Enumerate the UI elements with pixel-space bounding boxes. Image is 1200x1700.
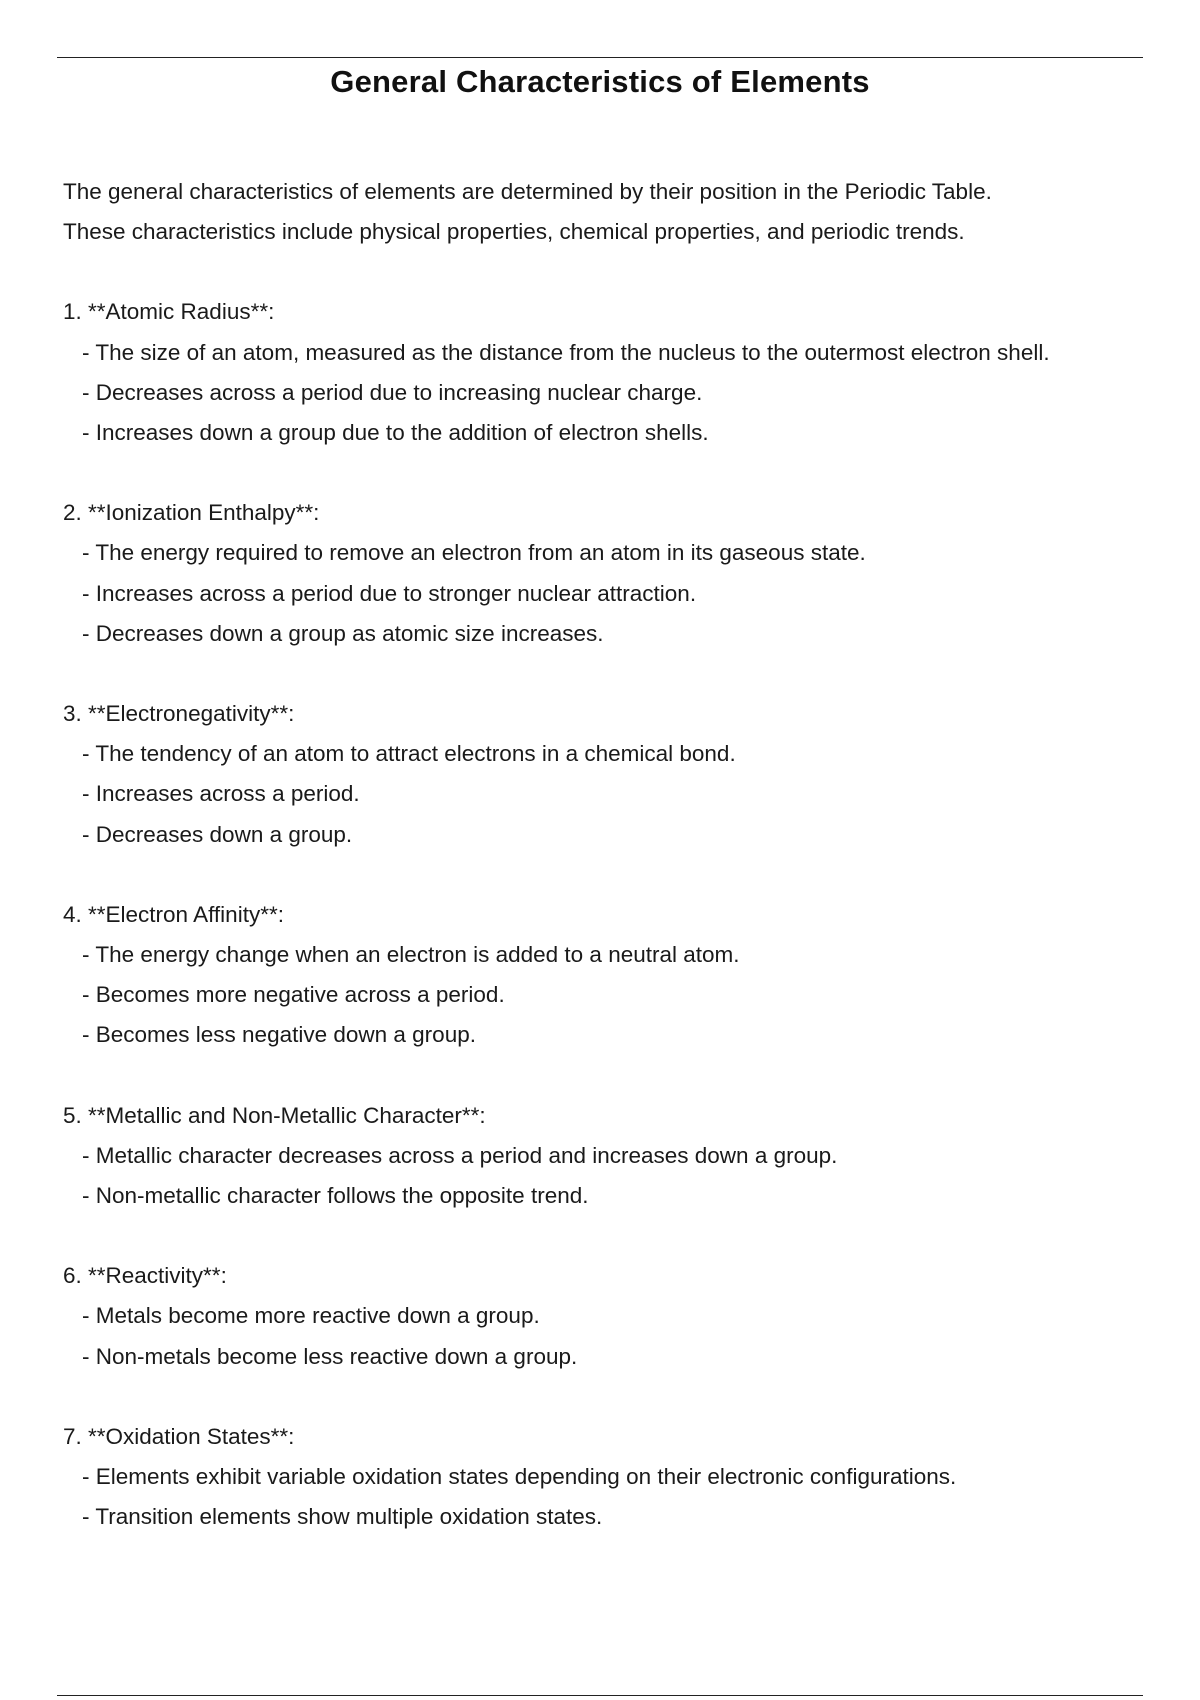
section-heading: 2. **Ionization Enthalpy**:: [63, 500, 320, 526]
bullet-item: - Increases across a period.: [82, 781, 360, 807]
section-electronegativity: [63, 694, 1153, 855]
section-heading: 3. **Electronegativity**:: [63, 701, 295, 727]
document-body: [63, 172, 1153, 1577]
bullet-item: - Metals become more reactive down a group.: [82, 1303, 540, 1329]
section-metallic-character: [63, 1096, 1153, 1217]
section-reactivity: [63, 1256, 1153, 1377]
section-oxidation-states: [63, 1417, 1153, 1538]
intro-paragraph: [63, 172, 1153, 252]
bullet-item: - Decreases down a group.: [82, 821, 353, 847]
bullet-item: - Non-metallic character follows the opposite trend.: [82, 1183, 589, 1209]
bullet-item: - Increases across a period due to stronger nuclear attraction.: [82, 580, 697, 606]
section-heading: 7. **Oxidation States**:: [63, 1423, 295, 1449]
bottom-rule: [57, 1695, 1143, 1696]
top-rule: [57, 57, 1143, 58]
section-ionization-enthalpy: [63, 493, 1153, 654]
section-atomic-radius: [63, 292, 1153, 453]
bullet-item: - Transition elements show multiple oxidation states.: [82, 1504, 603, 1530]
section-heading: 4. **Electron Affinity**:: [63, 901, 284, 927]
page-title: General Characteristics of Elements: [330, 64, 870, 99]
section-heading: 1. **Atomic Radius**:: [63, 299, 275, 325]
bullet-item: - Elements exhibit variable oxidation states depending on their electronic configurations.: [82, 1464, 957, 1490]
bullet-item: - Decreases across a period due to increasing nuclear charge.: [82, 379, 703, 405]
section-heading: 5. **Metallic and Non-Metallic Character**:: [63, 1102, 486, 1128]
bullet-item: - Increases down a group due to the addition of electron shells.: [82, 420, 709, 446]
bullet-item: - Non-metals become less reactive down a group.: [82, 1343, 578, 1369]
section-electron-affinity: [63, 895, 1153, 1056]
bullet-item: - Metallic character decreases across a period and increases down a group.: [82, 1142, 838, 1168]
section-heading: 6. **Reactivity**:: [63, 1263, 227, 1289]
bullet-item: - The energy required to remove an electron from an atom in its gaseous state.: [82, 540, 866, 566]
bullet-item: - The energy change when an electron is added to a neutral atom.: [82, 942, 740, 968]
intro-line: These characteristics include physical properties, chemical properties, and periodic trends.: [63, 219, 965, 245]
bullet-item: - Becomes more negative across a period.: [82, 982, 505, 1008]
bullet-item: - Becomes less negative down a group.: [82, 1022, 476, 1048]
bullet-item: - The tendency of an atom to attract electrons in a chemical bond.: [82, 741, 736, 767]
intro-line: The general characteristics of elements are determined by their position in the Periodic Table.: [63, 179, 992, 204]
bullet-item: - The size of an atom, measured as the distance from the nucleus to the outermost electron shell.: [82, 339, 1050, 365]
bullet-item: - Decreases down a group as atomic size increases.: [82, 620, 604, 646]
